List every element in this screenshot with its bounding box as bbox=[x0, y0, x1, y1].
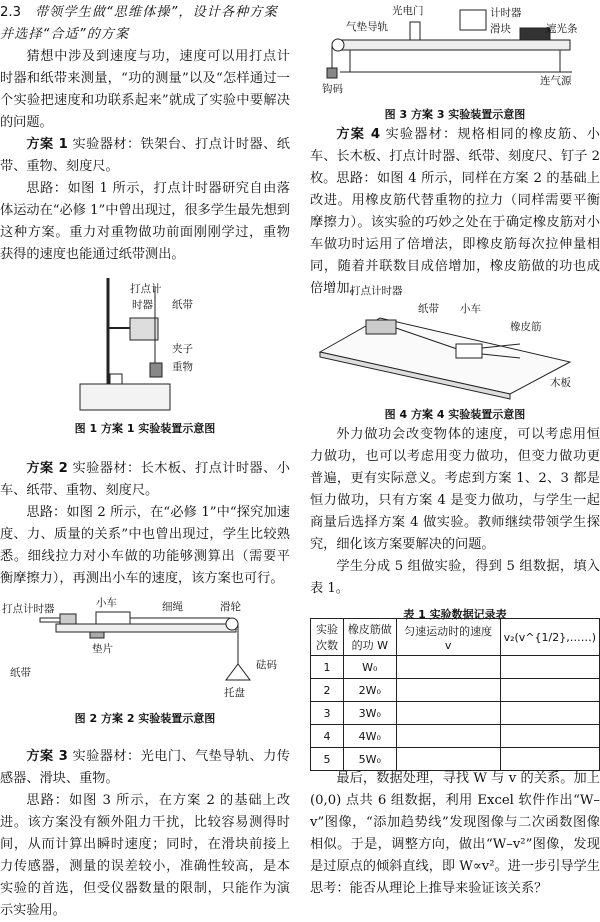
plan3-idea: 思路：如图 3 所示，在方案 2 的基础上改进。该方案没有额外阻力干扰，比较容易测得时间，从而计算出瞬时速度；同时，在滑块前接上力传感器，测量的误差较小，准确性较高，是本实验的首选，但受仪器数量的限制，只能作为演示实验用。 bbox=[0, 793, 290, 918]
table-cell: 3W₀ bbox=[343, 702, 396, 725]
fig4-label-rubber-band: 橡皮筋 bbox=[510, 321, 542, 333]
fig1-label-tape: 纸带 bbox=[172, 299, 193, 311]
fig4-label-board: 木板 bbox=[550, 377, 571, 389]
fig2-label-timer: 打点计时器 bbox=[2, 603, 55, 615]
table-cell bbox=[396, 725, 500, 748]
fig3-label-timer: 计时器 bbox=[490, 7, 522, 19]
table-header-cell: 实验次数 bbox=[311, 619, 344, 656]
plan3-paragraph bbox=[0, 746, 290, 790]
data-table bbox=[310, 618, 600, 771]
fig1-label-timer2: 时器 bbox=[132, 299, 153, 311]
fig4-label-cart: 小车 bbox=[460, 303, 481, 315]
fig2-label-pulley: 滑轮 bbox=[220, 601, 241, 613]
fig3-label-photogate: 光电门 bbox=[392, 5, 424, 17]
figure-3-caption: 图 3 方案 3 实验装置示意图 bbox=[384, 108, 526, 121]
figure-4-caption: 图 4 方案 4 实验装置示意图 bbox=[384, 408, 526, 421]
table-cell: 2W₀ bbox=[343, 679, 396, 702]
intro-paragraph: 猜想中涉及到速度与功，速度可以用打点计时器和纸带来测量，“功的测量”以及“怎样通过一个实验把速度和功联系起来”就成了实验中要解决的问题。 bbox=[0, 49, 290, 130]
plan3-materials: 实验器材：光电门、气垫导轨、力传感器、滑块、重物。 bbox=[0, 749, 290, 786]
fig3-label-airtrack: 气垫导轨 bbox=[346, 21, 388, 33]
table-cell bbox=[396, 702, 500, 725]
figure-2-caption: 图 2 方案 2 实验装置示意图 bbox=[74, 712, 216, 725]
table-header-cell: 匀速运动时的速度 v bbox=[396, 619, 500, 656]
table-cell: 4W₀ bbox=[343, 725, 396, 748]
plan2-idea: 思路：如图 2 所示，在“必修 1”中“探究加速度、力、质量的关系”中也曾出现过，学生比较熟悉。细线拉力对小车做的功能够测算出（需要平衡摩擦力），再测出小车的速度，该方案也可行。 bbox=[0, 505, 290, 586]
fig4-label-tape: 纸带 bbox=[418, 303, 439, 315]
table-cell: 5 bbox=[311, 748, 344, 771]
fig2-label-tape: 纸带 bbox=[10, 667, 31, 679]
fig2-label-rope: 细绳 bbox=[162, 601, 183, 613]
fig2-label-pad: 垫片 bbox=[92, 643, 113, 655]
fig3-label-shade: 遮光条 bbox=[546, 23, 578, 35]
fig4-label-timer: 打点计时器 bbox=[350, 285, 403, 297]
table-row bbox=[311, 656, 600, 679]
right-column bbox=[310, 0, 600, 896]
plan1-idea: 思路：如图 1 所示，打点计时器研究自由落体运动在“必修 1”中曾出现过，很多学生最先想到这种方案。重力对重物做功前面刚刚学过，重物获得的速度也能通过纸带测出。 bbox=[0, 181, 290, 262]
table-1-caption: 表 1 实验数据记录表 bbox=[403, 608, 507, 621]
plan4-label: 方案 4 bbox=[336, 127, 381, 142]
plan1-paragraph bbox=[0, 134, 290, 178]
section-title: 带领学生做“思维体操”，设计各种方案并选择“合适”的方案 bbox=[0, 5, 278, 42]
section-heading bbox=[0, 2, 290, 46]
plan2-label: 方案 2 bbox=[26, 461, 68, 476]
table-header-cell: 橡皮筋做的功 W bbox=[343, 619, 396, 656]
plan1-materials: 实验器材：铁架台、打点计时器、纸带、重物、刻度尺。 bbox=[0, 137, 290, 174]
figure-4-diagram bbox=[310, 282, 600, 400]
table-header-row bbox=[311, 619, 600, 656]
table-row bbox=[311, 702, 600, 725]
plan1-label: 方案 1 bbox=[26, 137, 68, 152]
table-cell: 5W₀ bbox=[343, 748, 396, 771]
table-cell: 2 bbox=[311, 679, 344, 702]
table-header-cell: v₂(v^{1/2},……) bbox=[500, 619, 599, 656]
figure-3-diagram bbox=[310, 2, 600, 100]
fig1-label-timer1: 打点计 bbox=[130, 283, 162, 295]
plan2-materials: 实验器材：长木板、打点计时器、小车、纸带、重物、刻度尺。 bbox=[0, 461, 290, 498]
table-cell bbox=[500, 725, 599, 748]
table-cell bbox=[500, 656, 599, 679]
table-cell bbox=[396, 656, 500, 679]
fig3-label-hook-weight: 钩码 bbox=[322, 83, 343, 95]
table-row bbox=[311, 679, 600, 702]
groups-paragraph: 学生分成 5 组做实验，得到 5 组数据，填入表 1。 bbox=[310, 559, 600, 596]
fig2-label-cart: 小车 bbox=[96, 597, 117, 609]
plan4-materials: 实验器材：规格相同的橡皮筋、小车、长木板、打点计时器、纸带、刻度尺、钉子 2 枚。 bbox=[310, 127, 600, 186]
table-cell bbox=[500, 679, 599, 702]
conclusion-paragraph: 最后，数据处理，寻找 W 与 v 的关系。加上 (0,0) 点共 6 组数据，利用 Excel 软件作出“W–v”图像，“添加趋势线”发现图像与二次函数图像相似。于是，调整方向，做出“W–v²”图像，发现是过原点的倾斜直线，即 W∝v²。进一步引导学生思考：能否从理论上推导来验证该关系？ bbox=[310, 771, 600, 896]
figure-2-diagram bbox=[0, 596, 290, 704]
table-cell: W₀ bbox=[343, 656, 396, 679]
figure-1-caption: 图 1 方案 1 实验装置示意图 bbox=[74, 422, 216, 435]
table-cell: 4 bbox=[311, 725, 344, 748]
section-number: 2.3 bbox=[0, 5, 21, 20]
fig2-label-weights: 砝码 bbox=[256, 659, 277, 671]
left-column bbox=[0, 0, 290, 918]
table-cell bbox=[396, 679, 500, 702]
fig1-label-weight: 重物 bbox=[172, 361, 193, 373]
fig2-label-tray: 托盘 bbox=[224, 687, 245, 699]
table-cell bbox=[500, 702, 599, 725]
discussion-paragraph: 外力做功会改变物体的速度，可以考虑用恒力做功，也可以考虑用变力做功，但变力做功更普遍，更有实际意义。考虑到方案 1、2、3 都是恒力做功，只有方案 4 是变力做功，与学生一起商量后选择方案 4 做实验。教师继续带领学生探究，细化该方案要解决的问题。 bbox=[310, 427, 600, 552]
plan2-paragraph bbox=[0, 458, 290, 502]
fig1-label-clip: 夹子 bbox=[172, 343, 193, 355]
fig3-label-air-source: 连气源 bbox=[540, 75, 572, 87]
table-cell: 1 bbox=[311, 656, 344, 679]
figure-1-diagram bbox=[0, 268, 290, 418]
plan4-idea: 思路：如图 4 所示，同样在方案 2 的基础上改进。用橡皮筋代替重物的拉力（同样需要平衡摩擦力）。该实验的巧妙之处在于确定橡皮筋对小车做功时运用了倍增法，即橡皮筋每次拉伸量相同，随着并联数目成倍增加，橡皮筋做的功也成倍增加。 bbox=[310, 171, 600, 296]
plan3-label: 方案 3 bbox=[26, 749, 68, 764]
table-cell: 3 bbox=[311, 702, 344, 725]
fig3-label-slider: 滑块 bbox=[490, 23, 511, 35]
table-row bbox=[311, 725, 600, 748]
